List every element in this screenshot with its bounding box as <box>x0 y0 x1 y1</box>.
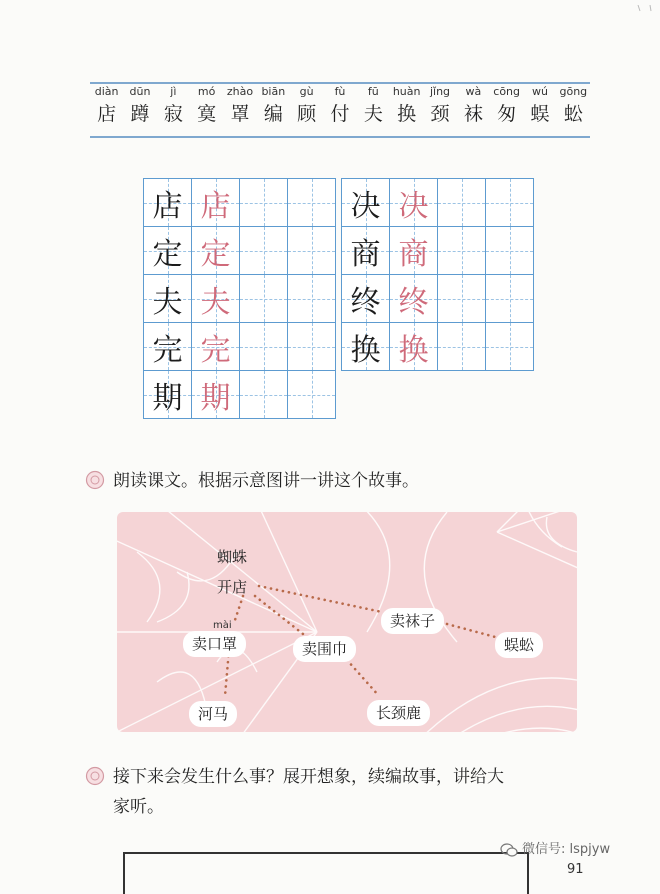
instruction-text: 朗读课文。根据示意图讲一讲这个故事。 <box>113 471 419 491</box>
vocab-pinyin: diàn <box>94 85 119 98</box>
vocab-pinyin: jǐng <box>429 85 451 98</box>
practice-cell <box>288 275 336 323</box>
watermark-text: 微信号: lspjyw <box>522 842 611 857</box>
vocab-pinyin: jì <box>170 85 177 98</box>
practice-cell <box>240 227 288 275</box>
vocab-hanzi: 罩 <box>230 103 250 125</box>
node-open-shop: 开店 <box>217 578 248 596</box>
trace-character: 店 <box>200 188 231 224</box>
spider-web-background <box>117 512 577 732</box>
trace-character-cell <box>192 371 240 419</box>
speech-bubble-icon <box>85 470 105 490</box>
practice-cell <box>486 227 534 275</box>
speech-bubble-icon <box>85 766 105 786</box>
model-character: 期 <box>152 380 183 416</box>
node-sell-socks: 卖袜子 <box>381 608 444 634</box>
practice-cell <box>240 275 288 323</box>
trace-character: 定 <box>200 236 231 272</box>
vocab-hanzi: 蚣 <box>563 103 583 125</box>
model-character: 换 <box>350 332 381 368</box>
vocab-hanzi: 店 <box>97 103 117 125</box>
node-hippo: 河马 <box>189 701 237 727</box>
practice-cell <box>486 179 534 227</box>
trace-character: 终 <box>398 284 429 320</box>
vocab-hanzi: 蹲 <box>130 103 150 125</box>
watermark <box>500 838 610 857</box>
practice-cell <box>288 371 336 419</box>
trace-character-cell <box>390 323 438 371</box>
model-character-cell <box>342 179 390 227</box>
page-corner-mark <box>630 0 660 10</box>
model-character: 定 <box>152 236 183 272</box>
model-character: 决 <box>350 188 381 224</box>
vocab-hanzi: 夫 <box>363 103 383 125</box>
writing-grid-right <box>341 178 534 371</box>
model-character: 终 <box>350 284 381 320</box>
trace-character-cell <box>390 275 438 323</box>
model-character-cell <box>342 275 390 323</box>
practice-cell <box>438 227 486 275</box>
instruction-text-line2: 家听。 <box>113 797 164 817</box>
practice-cell <box>288 179 336 227</box>
vocab-hanzi: 蜈 <box>530 103 550 125</box>
model-character: 完 <box>152 332 183 368</box>
practice-cell <box>486 323 534 371</box>
vocab-pinyin: mó <box>197 85 216 98</box>
node-pinyin-mai: mài <box>213 620 232 631</box>
practice-cell <box>486 275 534 323</box>
vocab-hanzi: 匆 <box>497 103 517 125</box>
trace-character-cell <box>192 227 240 275</box>
practice-cell <box>438 179 486 227</box>
practice-cell <box>240 179 288 227</box>
vocab-pinyin: fù <box>334 85 346 98</box>
vocab-hanzi: 顾 <box>297 103 317 125</box>
node-centipede: 蜈蚣 <box>495 632 543 658</box>
vocab-pinyin: wú <box>532 85 548 98</box>
vocab-pinyin: cōng <box>493 85 521 98</box>
trace-character-cell <box>192 323 240 371</box>
vocab-hanzi: 付 <box>330 103 350 125</box>
node-sell-mask: 卖口罩 <box>183 631 246 657</box>
model-character-cell <box>342 227 390 275</box>
wechat-icon <box>500 843 518 857</box>
trace-character: 期 <box>200 380 231 416</box>
vocab-hanzi: 编 <box>263 103 283 125</box>
trace-character: 夫 <box>200 284 231 320</box>
trace-character: 完 <box>200 332 231 368</box>
vocab-hanzi: 颈 <box>430 103 450 125</box>
practice-cell <box>438 275 486 323</box>
model-character-cell <box>144 227 192 275</box>
vocab-item <box>557 84 589 128</box>
practice-cell <box>288 227 336 275</box>
page-number: 91 <box>567 862 584 877</box>
model-character: 商 <box>350 236 381 272</box>
vocab-pinyin: huàn <box>392 85 421 98</box>
vocab-pinyin: biān <box>261 85 286 98</box>
practice-cell <box>240 323 288 371</box>
trace-character-cell <box>192 275 240 323</box>
writing-grid-left <box>143 178 336 419</box>
vocab-pinyin: dūn <box>129 85 151 98</box>
node-spider: 蜘蛛 <box>217 548 248 566</box>
practice-cell <box>240 371 288 419</box>
trace-character-cell <box>390 227 438 275</box>
model-character-cell <box>144 371 192 419</box>
node-sell-scarf: 卖围巾 <box>293 636 356 662</box>
model-character: 夫 <box>152 284 183 320</box>
practice-cell <box>288 323 336 371</box>
trace-character: 商 <box>398 236 429 272</box>
model-character-cell <box>144 275 192 323</box>
trace-character: 换 <box>398 332 429 368</box>
next-section-box <box>123 852 529 894</box>
node-giraffe: 长颈鹿 <box>367 700 430 726</box>
vocab-pinyin: fū <box>367 85 379 98</box>
model-character-cell <box>342 323 390 371</box>
vocab-hanzi: 袜 <box>463 103 483 125</box>
practice-cell <box>438 323 486 371</box>
vocab-pinyin: gù <box>299 85 314 98</box>
model-character-cell <box>144 179 192 227</box>
vocabulary-strip <box>90 82 590 138</box>
model-character-cell <box>144 323 192 371</box>
instruction-text-line1: 接下来会发生什么事？展开想象，续编故事，讲给大 <box>113 767 504 787</box>
vocab-hanzi: 寂 <box>163 103 183 125</box>
trace-character: 决 <box>398 188 429 224</box>
vocab-hanzi: 换 <box>397 103 417 125</box>
vocab-hanzi: 寞 <box>197 103 217 125</box>
trace-character-cell <box>192 179 240 227</box>
trace-character-cell <box>390 179 438 227</box>
vocab-pinyin: zhào <box>226 85 254 98</box>
model-character: 店 <box>152 188 183 224</box>
vocab-pinyin: gōng <box>559 85 588 98</box>
vocab-pinyin: wà <box>465 85 482 98</box>
story-map <box>117 512 577 732</box>
